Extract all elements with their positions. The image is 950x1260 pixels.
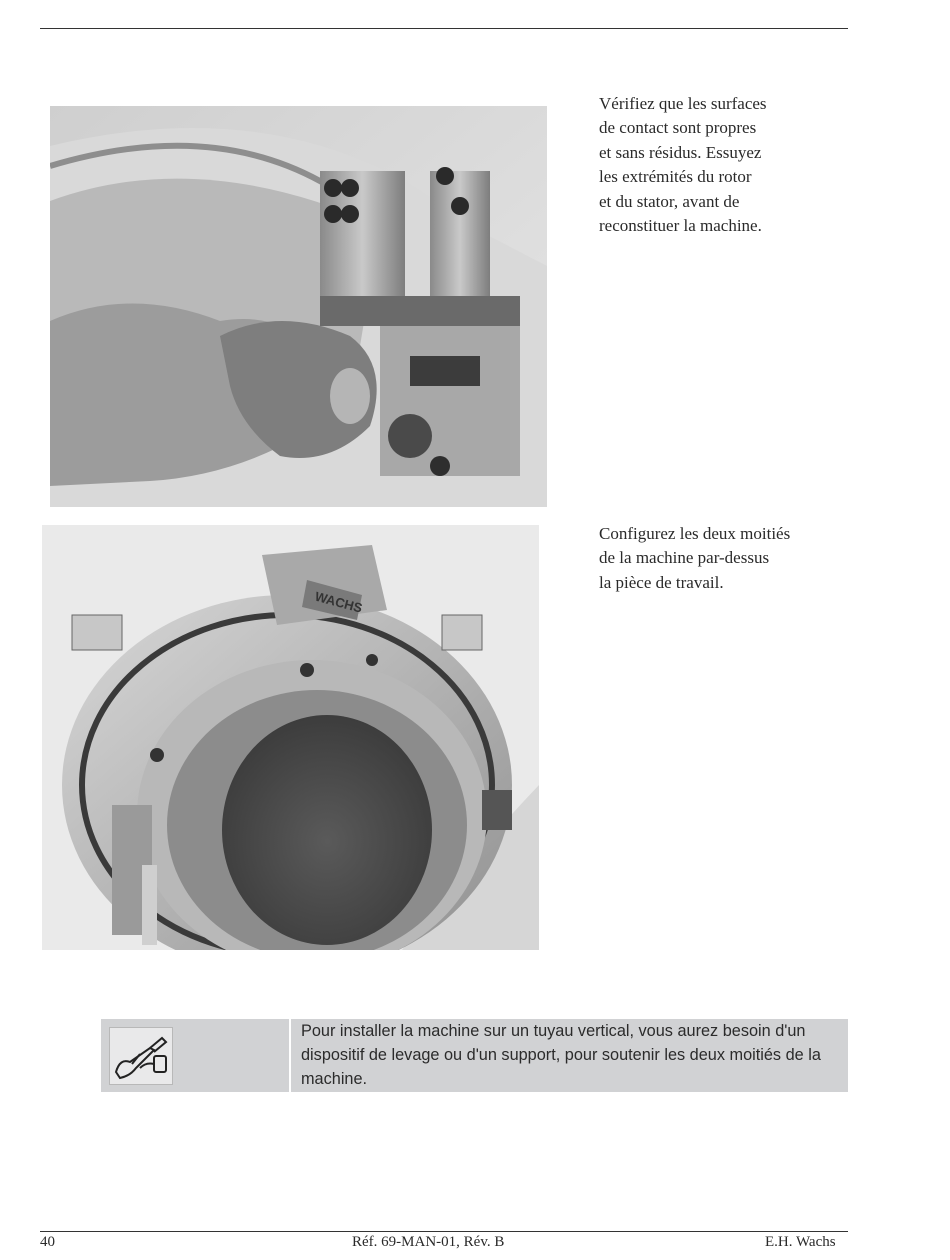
photo-wiping-rotor-drawing bbox=[50, 106, 547, 507]
photo-machine-on-pipe-drawing bbox=[42, 525, 539, 950]
note-box bbox=[101, 1019, 848, 1092]
step-2-caption: Configurez les deux moitiés de la machine par-dessus la pièce de travail. bbox=[599, 524, 791, 592]
header-rule bbox=[40, 28, 848, 29]
document-reference: Réf. 69-MAN-01, Rév. B bbox=[352, 1234, 505, 1250]
page-number: 40 bbox=[40, 1234, 55, 1250]
note-divider bbox=[289, 1019, 291, 1092]
footer-rule bbox=[40, 1231, 848, 1232]
photo-wiping-rotor bbox=[50, 106, 547, 507]
step-1-caption: Vérifiez que les surfaces de contact sont propres et sans résidus. Essuyez les extrémités du rotor et du stator, avant de reconstituer la machine. bbox=[599, 94, 767, 236]
wachs-logo-text: WACHS bbox=[313, 588, 364, 616]
photo-machine-on-pipe bbox=[42, 525, 539, 950]
writing-hand-icon bbox=[109, 1027, 173, 1085]
company-name: E.H. Wachs bbox=[765, 1234, 836, 1250]
note-text: Pour installer la machine sur un tuyau vertical, vous aurez besoin d'un dispositif de levage ou d'un support, pour soutenir les deux moitiés de la machine. bbox=[301, 1022, 821, 1088]
note-icon-cell bbox=[101, 1019, 289, 1092]
